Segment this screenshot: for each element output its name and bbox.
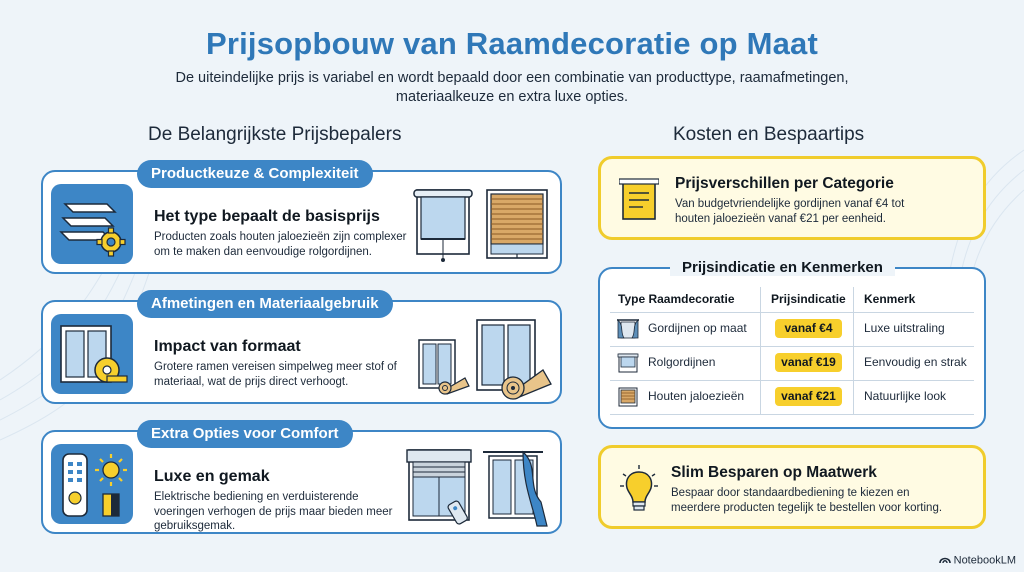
table-header-price: Prijsindicatie [771,292,846,306]
layers-gear-icon [51,184,133,264]
roller-blind-icon [411,186,475,271]
card-tab-dimensions: Afmetingen en Materiaalgebruik [137,290,393,318]
right-column-heading: Kosten en Bespaartips [673,124,865,145]
table-cell-feature: Luxe uitstraling [864,321,945,335]
price-badge: vanaf €4 [775,319,842,338]
table-divider [610,312,974,313]
small-window-roll-icon [415,336,471,401]
table-cell-feature: Natuurlijke look [864,389,947,403]
page-subtitle [0,69,1024,107]
notebooklm-logo-icon [939,554,951,567]
category-text-line-1: Van budgetvriendelijke gordijnen vanaf €4 tot [675,198,905,210]
brand-watermark [939,554,1016,567]
tip-heading: Slim Besparen op Maatwerk [671,464,877,481]
page-title: Prijsopbouw van Raamdecoratie op Maat [205,26,819,61]
brand-label: NotebookLM [953,554,1016,567]
table-cell-type: Gordijnen op maat [648,321,747,335]
category-heading: Prijsverschillen per Categorie [675,175,894,192]
table-header-type: Type Raamdecoratie [618,292,735,306]
table-divider [610,346,974,347]
card-tab-product-choice: Productkeuze & Complexiteit [137,160,373,188]
card-text: Producten zoals houten jaloezieën zijn complexer om te maken dan eenvoudige rolgordijnen. [154,231,407,258]
table-divider [610,414,974,415]
table-title: Prijsindicatie en Kenmerken [670,259,895,276]
curtain-window-icon [479,446,549,535]
price-category-box [598,156,986,240]
roller-blind-icon [616,352,640,374]
wooden-blind-icon [616,386,640,408]
remote-sun-icon [51,444,133,524]
price-badge: vanaf €21 [775,387,842,406]
category-text [675,197,904,227]
window-tape-measure-icon [51,314,133,394]
table-cell-type: Houten jaloezieën [648,389,745,403]
table-cell-type: Rolgordijnen [648,355,716,369]
card-heading: Het type bepaalt de basisprijs [154,208,380,225]
tip-text-line-2: meerdere producten tegelijk te bestellen voor korting. [671,502,943,514]
tip-text [671,486,942,516]
card-text: Grotere ramen vereisen simpelweg meer stof of materiaal, wat de prijs direct verhoogt. [154,361,397,388]
card-heading: Luxe en gemak [154,468,270,485]
table-divider [853,287,854,415]
table-divider [760,287,761,415]
table-header-feature: Kenmerk [864,292,916,306]
motorized-shutter-icon [405,446,475,535]
price-badge: vanaf €19 [775,353,842,372]
subtitle-line-1: De uiteindelijke prijs is variabel en wordt bepaald door een combinatie van producttype, raamafmetingen, [175,70,849,86]
saving-tip-box [598,445,986,529]
table-cell-feature: Eenvoudig en strak [864,355,967,369]
tip-text-line-1: Bespaar door standaardbediening te kiezen en [671,487,910,499]
category-text-line-2: houten jaloezieën vanaf €21 per eenheid. [675,213,887,225]
wooden-blind-icon [483,186,551,271]
left-column-heading: De Belangrijkste Prijsbepalers [148,124,402,145]
document-icon [619,177,659,228]
card-heading: Impact van formaat [154,338,301,355]
card-tab-extra-options: Extra Opties voor Comfort [137,420,353,448]
large-window-roll-icon [473,316,553,405]
lightbulb-icon [619,464,659,519]
table-divider [610,380,974,381]
curtain-icon [616,318,640,340]
card-text: Elektrische bediening en verduisterende voeringen verhogen de prijs maar bieden meer gebruiksgemak. [154,491,393,532]
subtitle-line-2: materiaalkeuze en extra luxe opties. [395,89,629,105]
